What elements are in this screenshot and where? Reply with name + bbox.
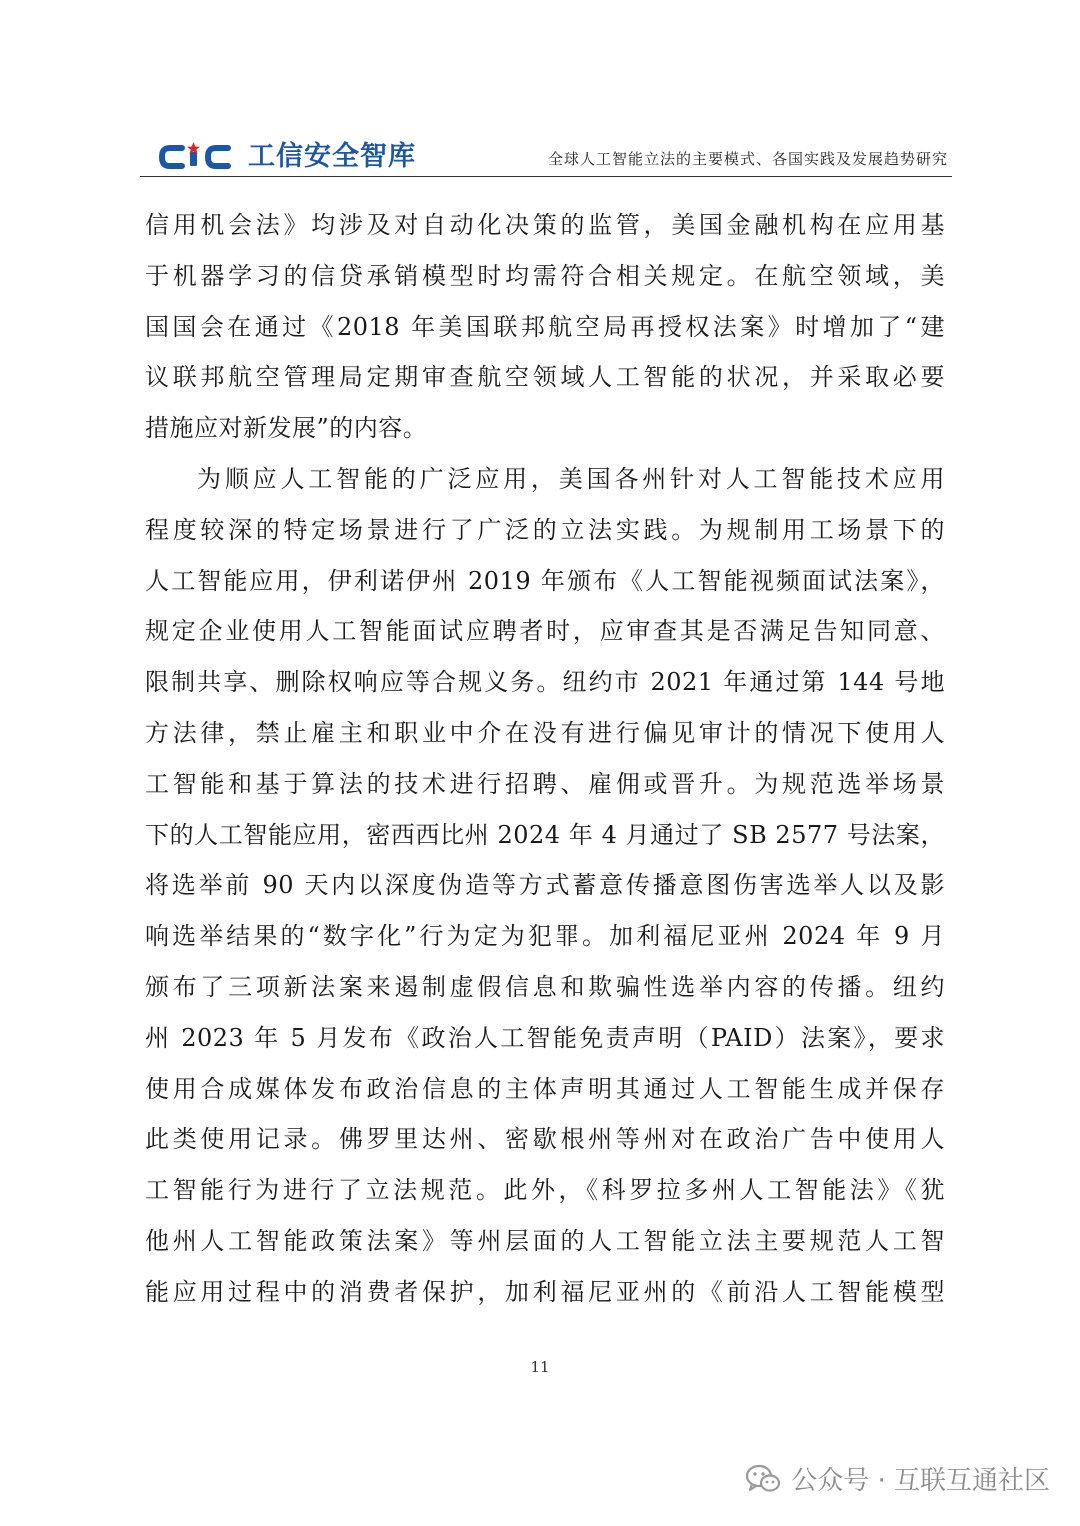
text-line: 颁布了三项新法案来遏制虚假信息和欺骗性选举内容的传播。纽约	[145, 972, 945, 1001]
text-line: 将选举前 90 天内以深度伪造等方式蓄意传播意图伤害选举人以及影	[145, 871, 945, 900]
watermark-text: 公众号 · 互联互通社区	[791, 1466, 1050, 1496]
text-line: 规定企业使用人工智能面试应聘者时，应审查其是否满足告知同意、	[145, 617, 945, 646]
text-line: 能应用过程中的消费者保护，加利福尼亚州的《前沿人工智能模型	[145, 1277, 945, 1306]
logo	[158, 134, 416, 174]
text-line: 使用合成媒体发布政治信息的主体声明其通过人工智能生成并保存	[145, 1074, 945, 1103]
logo-text: 工信安全智库	[248, 141, 416, 172]
cic-logo-icon	[158, 140, 246, 174]
document-title: 全球人工智能立法的主要模式、各国实践及发展趋势研究	[547, 150, 948, 168]
text-line: 国国会在通过《2018 年美国联邦航空局再授权法案》时增加了“建	[145, 312, 945, 341]
wechat-icon	[745, 1463, 781, 1495]
text-line: 下的人工智能应用，密西西比州 2024 年 4 月通过了 SB 2577 号法案，	[145, 820, 945, 849]
text-line: 程度较深的特定场景进行了广泛的立法实践。为规制用工场景下的	[145, 515, 945, 544]
text-line: 议联邦航空管理局定期审查航空领域人工智能的状况，并采取必要	[145, 363, 945, 392]
text-line: 信用机会法》均涉及对自动化决策的监管，美国金融机构在应用基	[145, 211, 945, 239]
body-text	[145, 200, 945, 1318]
text-line: 他州人工智能政策法案》等州层面的人工智能立法主要规范人工智	[145, 1226, 945, 1255]
text-line: 工智能行为进行了立法规范。此外，《科罗拉多州人工智能法》《犹	[145, 1176, 945, 1205]
text-line: 于机器学习的信贷承销模型时均需符合相关规定。在航空领域，美	[145, 261, 945, 290]
text-line: 州 2023 年 5 月发布《政治人工智能免责声明（PAID）法案》，要求	[145, 1023, 945, 1052]
page-number: 11	[530, 1358, 550, 1376]
text-line: 措施应对新发展”的内容。	[145, 414, 428, 443]
text-line: 人工智能应用，伊利诺伊州 2019 年颁布《人工智能视频面试法案》，	[145, 566, 945, 595]
text-line: 方法律，禁止雇主和职业中介在没有进行偏见审计的情况下使用人	[145, 718, 945, 747]
text-line: 此类使用记录。佛罗里达州、密歇根州等州对在政治广告中使用人	[145, 1125, 945, 1154]
page-header	[140, 128, 952, 177]
text-line: 为顺应人工智能的广泛应用，美国各州针对人工智能技术应用	[197, 464, 945, 493]
text-line: 工智能和基于算法的技术进行招聘、雇佣或晋升。为规范选举场景	[145, 769, 945, 798]
watermark	[745, 1460, 1050, 1497]
text-line: 响选举结果的“数字化”行为定为犯罪。加利福尼亚州 2024 年 9 月	[145, 922, 945, 951]
text-line: 限制共享、删除权响应等合规义务。纽约市 2021 年通过第 144 号地	[145, 668, 945, 697]
